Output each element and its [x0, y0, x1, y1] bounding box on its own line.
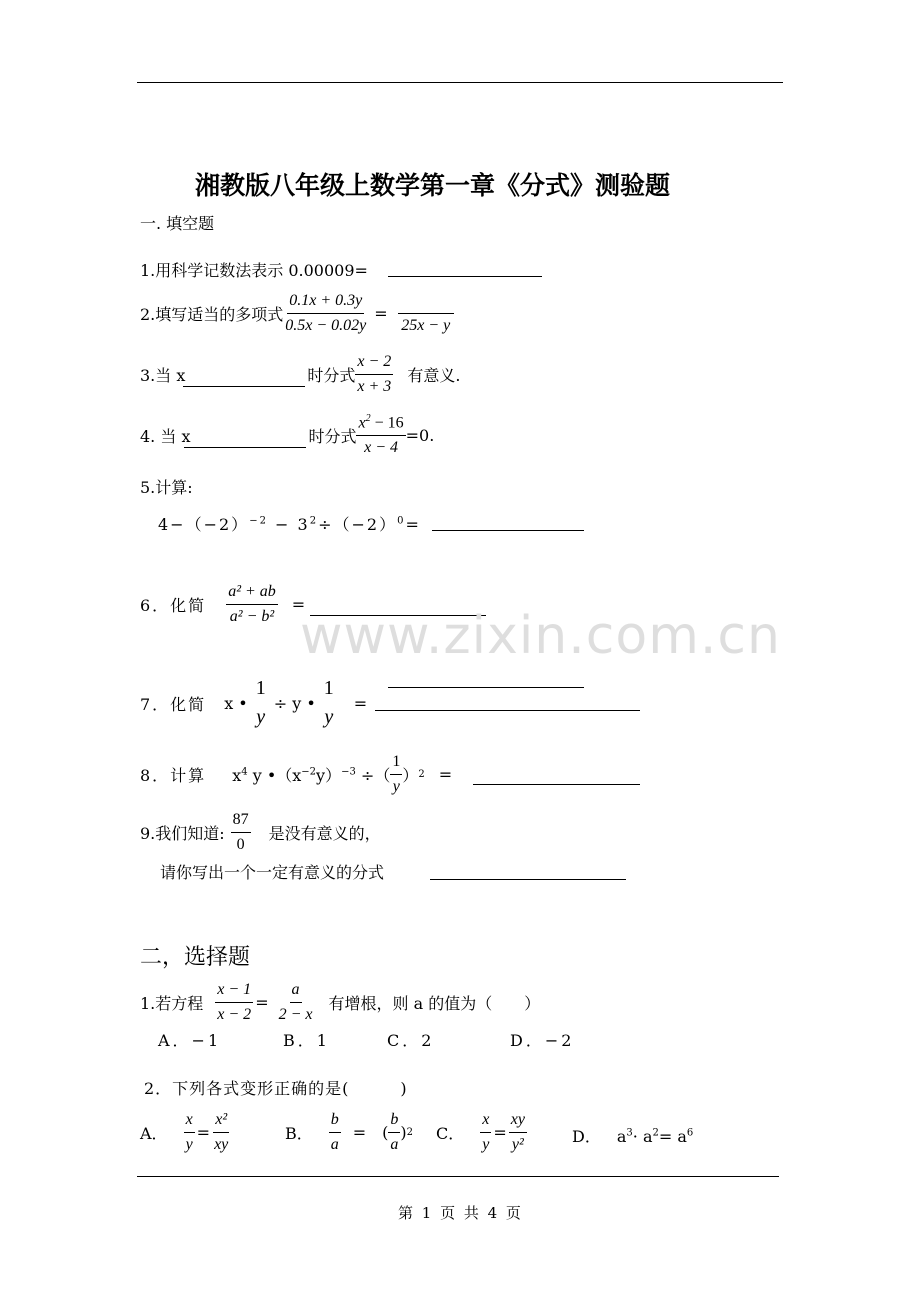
choice-question-2-option-d[interactable]	[572, 1124, 693, 1147]
choice-question-2-option-c[interactable]: C． $\frac{x}{y}$ = $\frac{xy}{\text{y²}}$	[436, 1111, 525, 1153]
question-7-mid: ÷ y •	[273, 693, 316, 713]
question-2	[140, 291, 454, 336]
question-7-x: x •	[224, 693, 248, 713]
question-5-expression	[158, 512, 421, 535]
answer-blank-7b[interactable]	[375, 710, 640, 711]
question-9-line2: 请你写出一个一定有意义的分式	[160, 863, 385, 882]
fraction-numerator: x	[184, 1110, 195, 1133]
fraction-denominator: x − 4	[364, 439, 398, 457]
option-label: D．	[572, 1127, 601, 1146]
expression-part: = a	[658, 1127, 687, 1146]
question-8-expression	[232, 763, 390, 786]
expression-part: x	[232, 766, 242, 785]
option-d[interactable]: D．−2	[510, 1031, 575, 1050]
expression-part: ÷（	[360, 766, 391, 785]
fraction-denominator: y	[324, 706, 334, 728]
choice-question-1	[140, 980, 540, 1025]
question-3	[140, 352, 460, 397]
exponent: 2	[406, 1127, 414, 1138]
option-a[interactable]: A．−1	[158, 1031, 222, 1050]
question-6-fraction	[226, 582, 278, 627]
expression-part: a	[616, 1127, 627, 1146]
fraction-denominator: 2 − x	[278, 1006, 313, 1023]
exponent: 2	[365, 413, 371, 424]
exponent: 2	[652, 1127, 659, 1139]
fraction-denominator: x − 2	[217, 1006, 252, 1023]
choice-question-2-stem: 2．下列各式变形正确的是( )	[144, 1079, 408, 1098]
expression-part: y）	[316, 766, 342, 785]
exponent: 4	[241, 766, 248, 778]
fraction	[329, 1110, 341, 1155]
fraction-denominator: y	[392, 778, 400, 795]
question-3-mid: 时分式	[307, 366, 356, 385]
question-9-fraction	[231, 810, 251, 855]
question-4	[140, 413, 434, 458]
question-4-suffix: =0.	[405, 426, 435, 446]
choice-question-1-suffix: 有增根，则 a 的值为（ ）	[328, 994, 541, 1013]
question-7-label: 7．化简	[140, 694, 207, 714]
choice-question-2-option-b[interactable]: B． $\frac{b}{a}$ = ( $\frac{b}{a}$ ) 2	[285, 1111, 414, 1153]
answer-blank-1[interactable]	[388, 276, 542, 277]
fraction-numerator: x − 1	[215, 980, 253, 1003]
question-4-mid: 时分式	[308, 427, 357, 447]
fraction-denominator: y	[185, 1136, 193, 1153]
watermark: www.zixin.com.cn	[300, 606, 781, 666]
fraction-numerator: b	[388, 1110, 400, 1133]
question-3-prefix: 3.当 x	[140, 366, 186, 385]
answer-blank-5[interactable]	[432, 530, 584, 531]
equals-sign: =	[353, 693, 368, 713]
question-7	[140, 676, 367, 730]
fraction-denominator: 25x − y	[401, 316, 451, 334]
fraction	[184, 1110, 195, 1155]
question-1	[140, 258, 368, 281]
fraction-numerator: xy	[509, 1110, 527, 1133]
equals-sign: =	[374, 304, 388, 323]
fraction-denominator: y²	[511, 1136, 524, 1153]
fraction-denominator: x + 3	[357, 378, 392, 395]
fraction-numerator: 1	[255, 677, 266, 699]
page-title: 湘教版八年级上数学第一章《分式》测验题	[195, 171, 671, 200]
expression-part: − 3	[275, 515, 310, 534]
fraction-denominator: 0.5x − 0.02y	[285, 317, 367, 334]
expression-part: ）	[402, 766, 419, 785]
equals-sign: =	[291, 595, 306, 614]
fraction-denominator: y	[256, 706, 266, 728]
fraction-numerator: 0.1x + 0.3y	[287, 291, 364, 314]
question-2-answer-fraction[interactable]	[398, 292, 454, 336]
fraction-denominator: xy	[214, 1136, 229, 1153]
question-6	[140, 582, 305, 627]
fraction-denominator: y	[482, 1136, 490, 1153]
fraction-numerator: x	[480, 1110, 491, 1133]
question-1-text: 1.用科学记数法表示 0.00009=	[140, 261, 368, 280]
variable: x	[358, 414, 366, 432]
choice-question-1-fraction-1	[215, 980, 253, 1025]
fraction-numerator	[356, 413, 405, 436]
question-8-label: 8．计算	[140, 766, 207, 785]
expression-part: y •（x	[252, 766, 302, 785]
question-9-prefix: 9.我们知道:	[140, 824, 225, 843]
fraction-denominator: a	[390, 1136, 399, 1153]
option-label: C．	[436, 1124, 465, 1143]
question-7-fraction-1	[254, 676, 268, 730]
question-2-text: 2.填写适当的多项式	[140, 305, 284, 324]
question-5-label: 5.计算:	[140, 478, 193, 497]
equals-sign: =	[352, 1123, 367, 1142]
term: − 16	[370, 414, 404, 432]
question-4-fraction	[356, 413, 405, 458]
equals-sign: =	[405, 515, 421, 534]
question-2-fraction	[283, 291, 368, 336]
answer-blank-8[interactable]	[473, 784, 640, 785]
exponent: −2	[249, 515, 268, 527]
question-9-suffix: 是没有意义的，	[268, 824, 381, 843]
question-7-fraction-2	[322, 676, 336, 730]
answer-blank-7a[interactable]	[388, 687, 584, 688]
bottom-rule	[137, 1176, 779, 1177]
fraction	[388, 1110, 400, 1155]
answer-blank-2[interactable]	[398, 292, 454, 314]
answer-blank-9[interactable]	[430, 879, 626, 880]
equals-sign: =	[438, 765, 453, 784]
expression-part: · a	[632, 1127, 653, 1146]
expression-part: 4−（−2）	[158, 515, 250, 534]
choice-question-1-fraction-2	[277, 980, 315, 1025]
top-rule	[137, 82, 783, 83]
exponent: 0	[397, 515, 406, 527]
expression-part: ÷（−2）	[318, 515, 398, 534]
exponent: 2	[418, 769, 425, 780]
fraction-denominator: 0	[236, 836, 245, 853]
section-multiple-choice: 二，选择题	[140, 945, 251, 970]
fraction-numerator: x²	[213, 1110, 229, 1133]
page-footer: 第 1 页 共 4 页	[398, 1204, 523, 1222]
question-3-fraction	[355, 352, 393, 397]
fraction	[509, 1110, 527, 1155]
equals-sign: =	[255, 993, 269, 1012]
fraction-numerator: 1	[390, 752, 402, 775]
fraction-numerator: 87	[231, 810, 251, 833]
answer-blank-3[interactable]	[183, 386, 305, 387]
fraction-numerator: 1	[323, 677, 334, 699]
fraction	[480, 1110, 491, 1155]
option-c[interactable]: C．2	[387, 1031, 435, 1050]
choice-question-2-option-a[interactable]: A． $\frac{x}{y}$ = $\frac{\text{x²}}{xy}$	[140, 1111, 229, 1153]
fraction-numerator: a	[290, 980, 302, 1003]
question-6-label: 6．化简	[140, 596, 207, 615]
exponent: −2	[301, 766, 317, 778]
section-fill-blank: 一. 填空题	[140, 214, 215, 233]
exponent: 6	[686, 1127, 694, 1139]
fraction	[212, 1110, 230, 1155]
question-3-suffix: 有意义.	[407, 366, 461, 385]
exponent: 2	[309, 515, 319, 527]
fraction-numerator: x − 2	[355, 352, 393, 375]
fraction-numerator: b	[329, 1110, 341, 1133]
option-label: B．	[285, 1124, 313, 1143]
question-8	[140, 752, 452, 797]
exponent: −3	[341, 766, 356, 778]
question-8-fraction	[390, 752, 402, 797]
option-label: A．	[140, 1124, 168, 1143]
question-4-prefix: 4. 当 x	[140, 427, 191, 447]
answer-blank-4[interactable]	[184, 447, 306, 448]
question-9	[140, 810, 381, 855]
choice-question-1-prefix: 1.若方程	[140, 994, 204, 1013]
exponent: 3	[626, 1127, 633, 1139]
fraction-denominator: a	[330, 1136, 339, 1153]
option-b[interactable]: B．1	[283, 1031, 330, 1050]
fraction-denominator: a² − b²	[229, 608, 275, 625]
fraction-numerator: a² + ab	[226, 582, 278, 605]
